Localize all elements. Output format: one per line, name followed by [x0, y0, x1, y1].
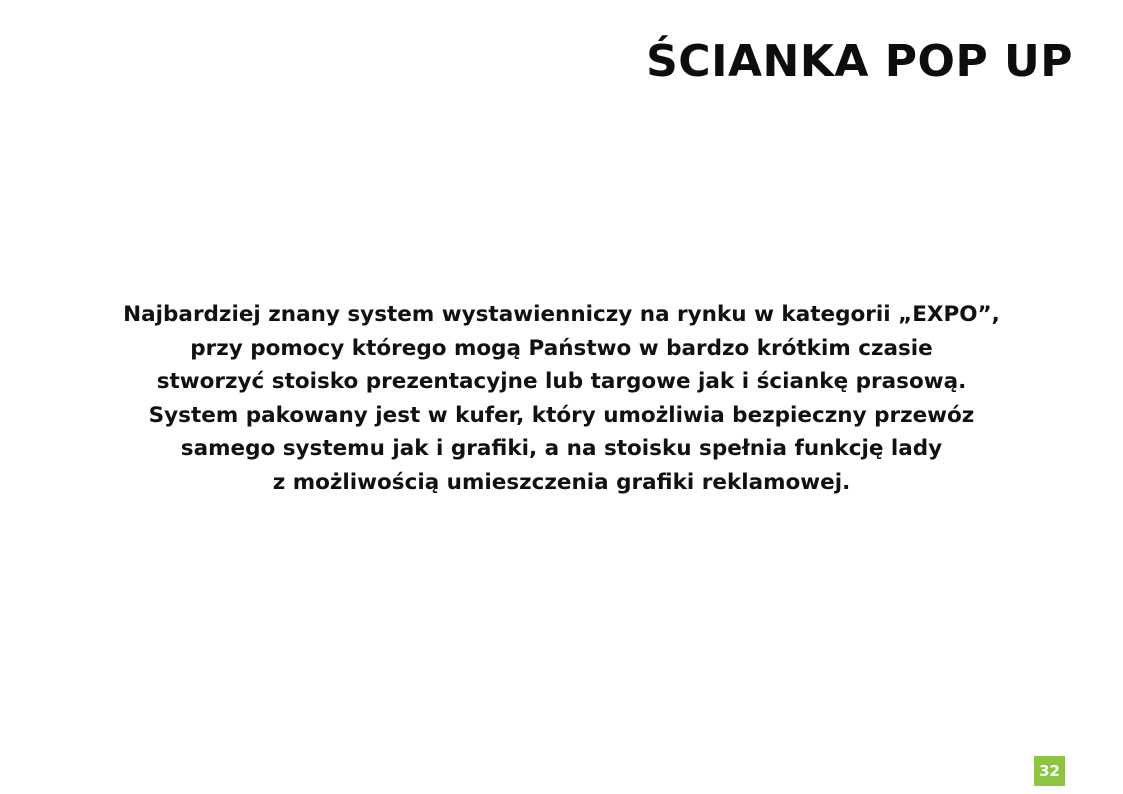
description-text [0, 298, 1123, 499]
description-line: samego systemu jak i grafiki, a na stoisku spełnia funkcję lady [180, 436, 943, 461]
description-line: System pakowany jest w kufer, który umożliwia bezpieczny przewóz [148, 402, 975, 428]
page-number-badge: 32 [1034, 756, 1065, 786]
description-line: stworzyć stoisko prezentacyjne lub targowe jak i ściankę prasową. [156, 369, 967, 394]
description-line: przy pomocy którego mogą Państwo w bardzo krótkim czasie [190, 335, 933, 361]
page-title: ŚCIANKA POP UP [646, 36, 1073, 87]
description-line: z możliwością umieszczenia grafiki reklamowej. [272, 469, 851, 495]
description-line: Najbardziej znany system wystawienniczy na rynku w kategorii „EXPO”, [123, 302, 1000, 327]
